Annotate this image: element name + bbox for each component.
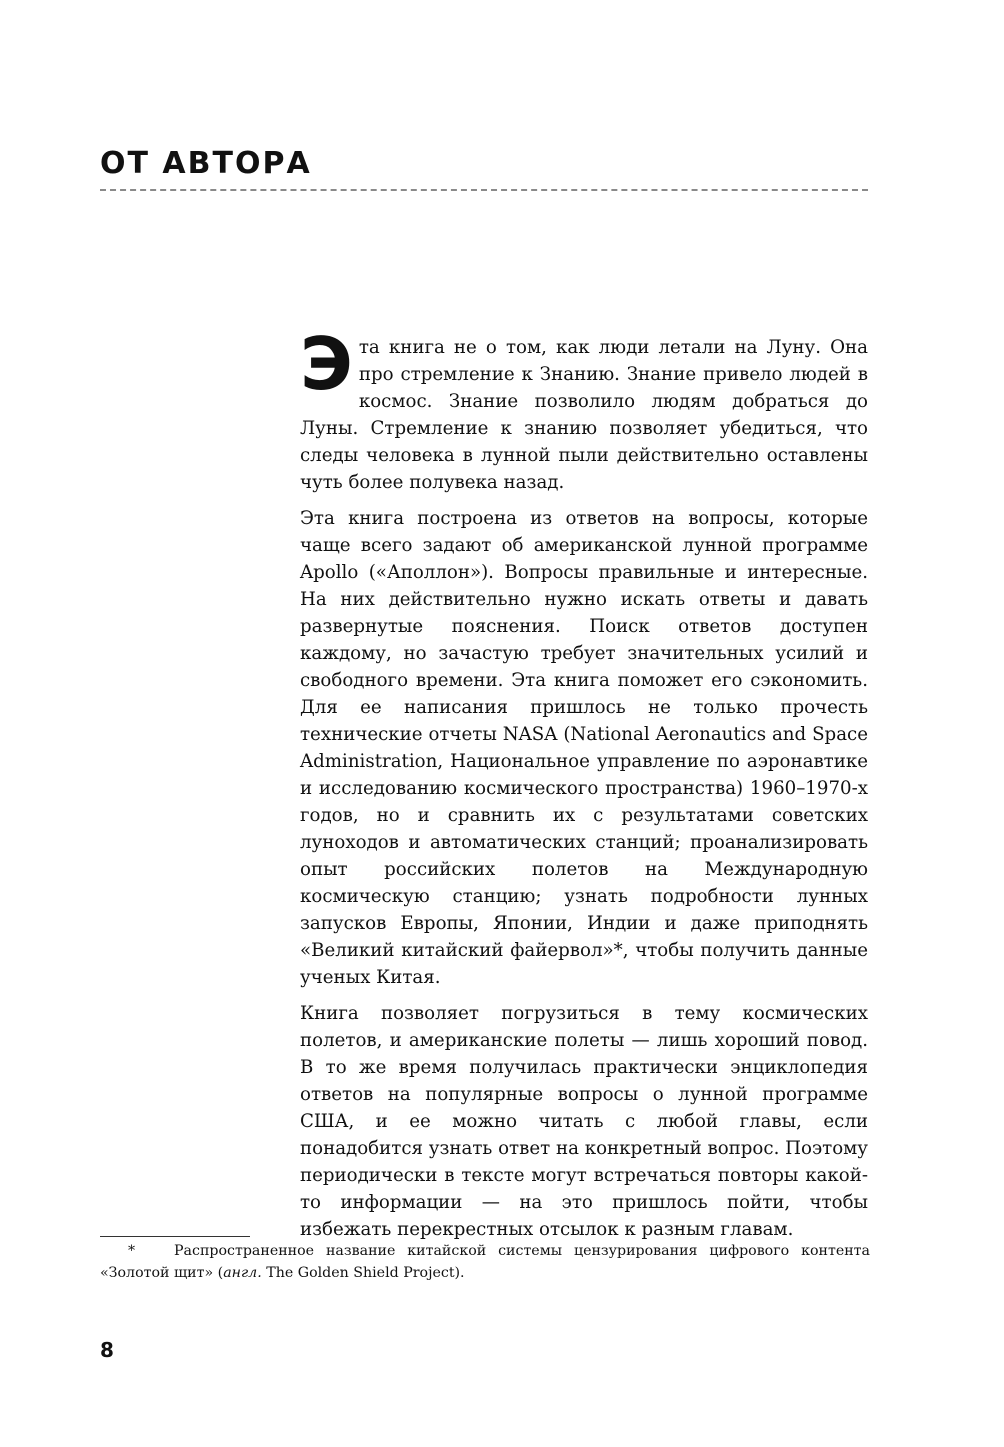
paragraph-3: Книга позволяет погрузиться в тему космических полетов, и американские полеты — лишь хороший повод. В то же время получилась практически энциклопедия ответов на популярные вопросы о лунной программе США, и ее можно читать с любой главы, если понадобится узнать ответ на конкретный вопрос. Поэтому периодически в тексте могут встречаться повторы какой-то информации — на это пришлось пойти, чтобы избежать перекрестных отсылок к разным главам. (300, 1003, 868, 1240)
main-text (300, 322, 868, 1252)
drop-cap: Э (300, 322, 353, 406)
footnote-text-before: Распространенное название китайской системы цензурирования цифрового контента «Золотой щит» ( (100, 1243, 870, 1281)
footnote (100, 1240, 870, 1284)
footnote-marker: * (128, 1243, 136, 1259)
title-dashed-rule (100, 189, 868, 191)
paragraph-1-text: та книга не о том, как люди летали на Луну. Она про стремление к Знанию. Знание привело людей в космос. Знание позволило людям добраться до Луны. Стремление к знанию позволяет убедиться, что следы человека в лунной пыли действительно оставлены чуть более полувека назад. (300, 337, 868, 493)
footnote-italic: англ. (223, 1265, 262, 1281)
footnote-text-after: The Golden Shield Project). (261, 1265, 465, 1281)
chapter-title: ОТ АВТОРА (100, 146, 312, 181)
page-number: 8 (100, 1338, 114, 1362)
paragraph-1 (300, 322, 868, 496)
footnote-rule (100, 1236, 250, 1237)
paragraph-2: Эта книга построена из ответов на вопросы, которые чаще всего задают об американской лунной программе Apollo («Аполлон»). Вопросы правильные и интересные. На них действительно нужно искать ответы и давать развернутые пояснения. Поиск ответов доступен каждому, но зачастую требует значительных усилий и свободного времени. Эта книга поможет его сэкономить. Для ее написания пришлось не только прочесть технические отчеты NASA (National Aeronautics and Space Administration, Национальное управление по аэронавтике и исследованию космического пространства) 1960–1970-х годов, но и сравнить их с результатами советских луноходов и автоматических станций; проанализировать опыт российских полетов на Международную космическую станцию; узнать подробности лунных запусков Европы, Японии, Индии и даже приподнять «Великий китайский файервол»*, чтобы получить данные ученых Китая. (300, 508, 868, 988)
